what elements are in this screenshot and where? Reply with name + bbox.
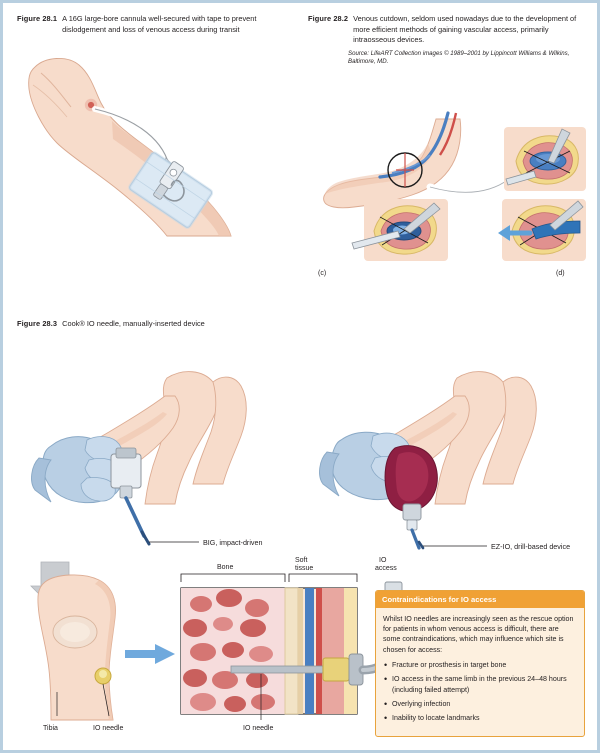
io-access-label-line2: access [375, 564, 397, 572]
figure-28-1 [17, 14, 279, 237]
gloved-hand-left [32, 436, 123, 502]
soft-tissue-dimension-bracket [289, 557, 357, 582]
list-item: • Fracture or prosthesis in target bone [383, 660, 577, 670]
ezio-device-callout-label: EZ-IO, drill-based device [491, 541, 571, 551]
hand-holding-ezio-drill-illustration [320, 371, 571, 550]
tibia-label: Tibia [43, 724, 58, 732]
figure-28-2-panel-c-letter: (c) [318, 269, 327, 277]
io-access-label-line1: IO [379, 556, 387, 564]
soft-tissue-label-line1: Soft [295, 556, 308, 564]
figure-28-2 [308, 14, 590, 291]
figure-28-2-caption: Venous cutdown, seldom used nowadays due to the development of more efficient methods of gaining vascular access, primarily intraosseous devices. [353, 14, 577, 45]
io-access-label-group [375, 557, 397, 572]
figure-28-1-label: Figure 28.1 [17, 14, 58, 23]
list-item: • Overlying infection [383, 699, 577, 709]
bone-cross-section-with-needle-illustration [181, 557, 402, 732]
catheter-advanced-illustration [498, 199, 586, 277]
figure-28-3-label: Figure 28.3 [17, 319, 58, 328]
figure-28-3-header [17, 319, 589, 330]
list-item: • IO access in the same limb in the previous 24–48 hours (including failed attempt) [383, 674, 577, 695]
contraindications-intro: Whilst IO needles are increasingly seen as the rescue option for patients in whom venous access is difficult, there are some contraindications, which may influence which site is chosen for access: [383, 614, 574, 654]
bone-label: Bone [217, 563, 234, 571]
incision-exposed-vein-illustration [504, 127, 586, 209]
figure-28-1-header [17, 14, 279, 35]
figure-28-3-artwork [17, 336, 589, 746]
big-device-callout-label: BIG, impact-driven [203, 537, 263, 547]
figure-28-2-label: Figure 28.2 [308, 14, 349, 23]
soft-tissue-label-line2: tissue [295, 564, 314, 572]
knee-tibia-io-site-illustration [38, 574, 175, 731]
bone-dimension-bracket [181, 564, 285, 582]
io-needle-label-right: IO needle [243, 724, 274, 732]
figure-28-2-artwork [308, 69, 590, 291]
figure-28-2-source: Source: LifeART Collection images © 1989–2001 by Lippincott Williams & Wilkins, Baltimore, MD. [348, 49, 570, 66]
contraindications-list [383, 660, 577, 724]
contraindications-box [375, 590, 585, 737]
contraindications-body [376, 608, 584, 736]
figure-28-3 [17, 319, 589, 746]
figure-28-2-panel-d-letter: (d) [556, 269, 565, 277]
vein-cannulation-illustration [318, 199, 448, 277]
figure-28-1-artwork [17, 39, 279, 237]
contraindications-title: Contraindications for IO access [376, 591, 584, 608]
figure-28-2-header [308, 14, 590, 46]
list-item: • Inability to locate landmarks [383, 713, 577, 723]
arm-with-secured-cannula-illustration [17, 39, 279, 237]
figure-28-1-caption: A 16G large-bore cannula well-secured with tape to prevent dislodgement and loss of venous access during transit [62, 14, 257, 34]
io-needle-label-left: IO needle [93, 724, 124, 732]
hand-inserting-big-device-illustration [32, 371, 263, 546]
figure-28-3-caption: Cook® IO needle, manually-inserted device [62, 319, 205, 328]
